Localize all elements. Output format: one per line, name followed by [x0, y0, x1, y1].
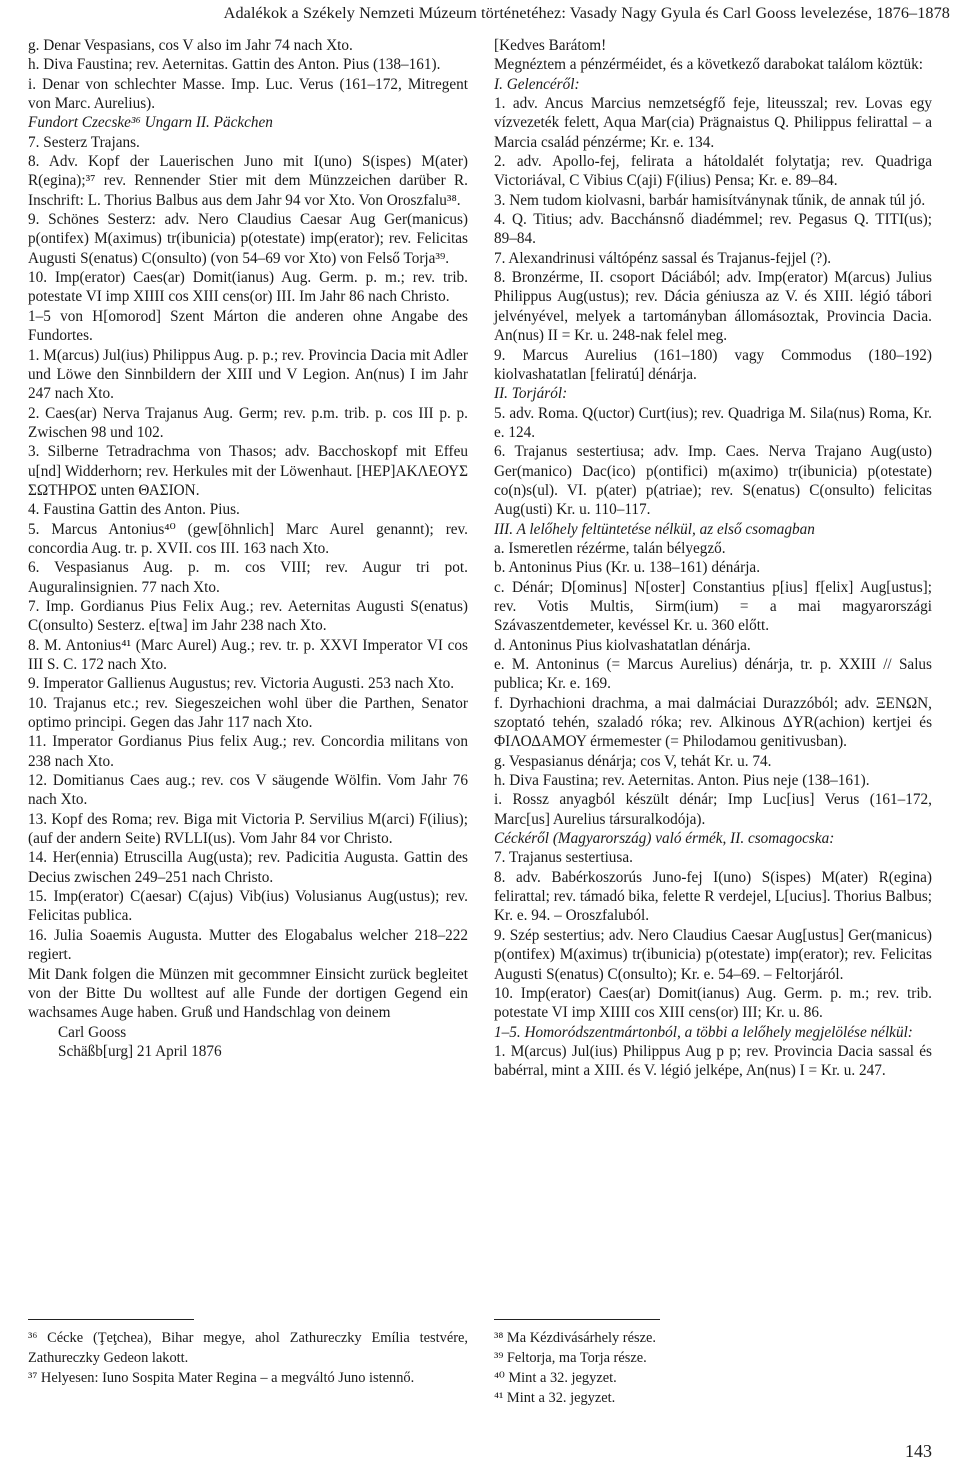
- paragraph: 11. Imperator Gordianus Pius felix Aug.; rev. Concordia militans von 238 nach Xto.: [28, 733, 468, 770]
- signature-place-date: Schäßb[urg] 21 April 1876: [58, 1042, 222, 1060]
- page-number: 143: [905, 1441, 932, 1461]
- paragraph: h. Diva Faustina; rev. Aeternitas. Anton. Pius neje (138–161).: [494, 772, 870, 790]
- paragraph: e. M. Antoninus (= Marcus Aurelius) dénárja, tr. p. XXIII // Salus publica; Kr. e. 169.: [494, 656, 932, 693]
- paragraph: 7. Alexandrinusi váltópénz sassal és Trajanus-fejjel (?).: [494, 249, 832, 267]
- paragraph: 12. Domitianus Caes aug.; rev. cos V säugende Wölfin. Vom Jahr 76 nach Xto.: [28, 772, 468, 809]
- paragraph: 5. adv. Roma. Q(uctor) Curt(ius); rev. Quadriga M. Sila(nus) Roma, Kr. e. 124.: [494, 404, 932, 441]
- paragraph: b. Antoninus Pius (Kr. u. 138–161) dénárja.: [494, 559, 761, 577]
- paragraph: 6. Trajanus sestertiusa; adv. Imp. Caes. Nerva Trajano Aug(usto) Ger(manico) Dac(ico) p(ontifici) m(aximo) tr(ibunicia) p(otestate) co(n)s(ul). VI. p(ater) p(atriae); rev. S(enatus) C(onsulto) felicitas Aug(usti) Kr. u. 110–117.: [494, 443, 932, 519]
- footnote: ³⁶ Cécke (Ţeţchea), Bihar megye, ahol Zathureczky Emília testvére, Zathureczky Gedeon lakott.: [28, 1330, 468, 1366]
- footnote: ⁴⁰ Mint a 32. jegyzet.: [494, 1370, 617, 1386]
- paragraph: 4. Faustina Gattin des Anton. Pius.: [28, 501, 240, 519]
- paragraph: 7. Trajanus sestertiusa.: [494, 849, 633, 867]
- paragraph: h. Diva Faustina; rev. Aeternitas. Gattin des Anton. Pius (138–161).: [28, 56, 441, 74]
- paragraph: f. Dyrhachioni drachma, a mai dalmáciai Durazzóból; adv. ΞΕΝΩΝ, szoptató tehén, szaladó róka; rev. Alkinous ΔYR(achion) kertjei és ΦΙΛΟΔΑΜΟΥ érmemester (= Philodamou genitivusban).: [494, 694, 932, 751]
- section-heading: Céckéről (Magyarország) való érmék, II. csomagocska:: [494, 830, 835, 848]
- footnote-divider: [28, 1319, 194, 1320]
- paragraph: 8. Bronzérme, II. csoport Dáciából; adv. Imp(erator) M(arcus) Julius Philippus Aug(ustus); rev. Dácia géniusza az V. és XIII. légió tábori jelvényével, melyek a tartományban állomásoztak, Provincia Dacia. An(nus) II = Kr. u. 248-nak felel meg.: [494, 269, 932, 345]
- footnote: ³⁹ Feltorja, ma Torja része.: [494, 1350, 647, 1366]
- paragraph: g. Vespasianus dénárja; cos V, tehát Kr. u. 74.: [494, 752, 772, 770]
- paragraph: i. Denar von schlechter Masse. Imp. Luc. Verus (161–172, Mitregent von Marc. Aurelius).: [28, 75, 468, 113]
- footnote: ³⁷ Helyesen: Iuno Sospita Mater Regina – a megváltó Juno istennő.: [28, 1370, 415, 1386]
- paragraph: 10. Imp(erator) Caes(ar) Domit(ianus) Aug. Germ. p. m.; rev. trib. potestate VI imp XIIII cos XIII cens(or) III. Im Jahr 86 nach Christo.: [28, 269, 468, 306]
- section-heading: II. Torjáról:: [494, 385, 568, 403]
- running-header: Adalékok a Székely Nemzeti Múzeum történetéhez: Vasady Nagy Gyula és Carl Gooss levelezése, 1876–1878: [223, 4, 950, 22]
- footnote-divider: [494, 1319, 660, 1320]
- paragraph: 13. Kopf des Roma; rev. Biga mit Victoria P. Servilius M(arci) F(ilius); (auf der andern Seite) RVLLI(us). Vom Jahr 84 vor Christo.: [28, 810, 468, 848]
- paragraph: 1–5 von H[omorod] Szent Márton die anderen ohne Angabe des Fundortes.: [28, 307, 468, 345]
- paragraph: a. Ismeretlen rézérme, talán bélyegző.: [494, 539, 726, 557]
- paragraph: 10. Imp(erator) Caes(ar) Domit(ianus) Aug. Germ. p. m.; rev. trib. potestate VI imp XIIII cos XIII cens(or) III; Kr. u. 86.: [494, 984, 932, 1022]
- paragraph: 9. Szép sestertius; adv. Nero Claudius Caesar Aug[ustus] Ger(manicus) p(ontifex) M(aximus) tr(ibunicia) p(otestate) imp(erator); rev. Felicitas Augusti S(enatus) C(onsulto); Kr. e. 54–69. – Feltorjáról.: [494, 926, 932, 983]
- signature-name: Carl Gooss: [58, 1023, 127, 1041]
- paragraph: g. Denar Vespasians, cos V also im Jahr 74 nach Xto.: [28, 37, 353, 54]
- paragraph: 9. Schönes Sesterz: adv. Nero Claudius Caesar Aug Ger(manicus) p(ontifex) M(aximus) tr(ibunicia) p(otestate) imp(erator); rev. Felicitas Augusti S(enatus) C(onsulto) (von 54–69 vor Xto) von Felső Torja³⁹.: [28, 211, 468, 267]
- footnotes-left: [28, 1328, 468, 1388]
- paragraph: 9. Imperator Gallienus Augustus; rev. Victoria Augusti. 253 nach Xto.: [28, 675, 455, 693]
- paragraph: 10. Trajanus etc.; rev. Siegeszeichen wohl über die Parthen, Senator optimo principi. Gegen das Jahr 117 nach Xto.: [28, 694, 468, 732]
- paragraph: 1. M(arcus) Jul(ius) Philippus Aug p p; rev. Provincia Dacia sassal és babérral, mint a XIII. és V. légió jelképe, An(nus) I = Kr. u. 247.: [494, 1042, 932, 1080]
- footnotes-right: [494, 1328, 932, 1408]
- paragraph: 6. Vespasianus Aug. p. m. cos VIII; rev. Augur tri pot. Auguralinsignien. 77 nach Xto.: [28, 559, 468, 596]
- section-heading: 1–5. Homoródszentmártonból, a többi a lelőhely megjelölése nélkül:: [494, 1023, 913, 1041]
- paragraph: 1. adv. Ancus Marcius nemzetségfő feje, liteusszal; rev. Lovas egy vízvezeték felett, Aqua Mar(cia) Prägnaistus Q. Philippus felirattal – a Marcia család pénzérme; Kr. e. 134.: [494, 95, 932, 151]
- section-heading: III. A lelőhely feltüntetése nélkül, az első csomagban: [494, 520, 815, 538]
- paragraph: 2. Caes(ar) Nerva Trajanus Aug. Germ; rev. p.m. trib. p. cos III p. p. Zwischen 98 und 102.: [28, 404, 468, 441]
- section-heading: I. Gelencéről:: [494, 75, 580, 93]
- paragraph: 1. M(arcus) Jul(ius) Philippus Aug. p. p.; rev. Provincia Dacia mit Adler und Löwe den Sinnbildern der XIII und V Legion. An(nus) I im Jahr 247 nach Xto.: [28, 346, 468, 403]
- paragraph: [Kedves Barátom!: [494, 37, 607, 54]
- paragraph: 2. adv. Apollo-fej, felirata a hátoldalét folytatja; rev. Quadriga Victoriával, C Vibius C(aji) F(ilius) Pensa; Kr. e. 89–84.: [494, 153, 932, 190]
- paragraph: 15. Imp(erator) C(aesar) C(ajus) Vib(ius) Volusianus Aug(ustus); rev. Felicitas publica.: [28, 888, 468, 925]
- footnote: ⁴¹ Mint a 32. jegyzet.: [494, 1390, 616, 1406]
- paragraph: 4. Q. Titius; adv. Bacchánsnő diadémmel; rev. Pegasus Q. TITI(us); 89–84.: [494, 211, 932, 248]
- paragraph: c. Dénár; D[ominus] N[oster] Constantius p[ius] f[elix] Aug[ustus]; rev. Votis Multis, Sirm(ium) = a mai magyarországi Szávaszentdemeter, kevéssel Kr. u. 360 előtt.: [494, 578, 932, 635]
- right-column: [494, 36, 932, 1081]
- paragraph: 8. adv. Babérkoszorús Juno-fej I(uno) S(ispes) M(ater) R(egina) felirattal; rev. támadó bika, felette R verdejel, L[ucius]. Thorius Balbus; Kr. e. 94. – Oroszfaluból.: [494, 868, 932, 925]
- paragraph: 9. Marcus Aurelius (161–180) vagy Commodus (180–192) kiolvashatatlan [feliratú] dénárja.: [494, 346, 932, 383]
- paragraph: 8. Adv. Kopf der Lauerischen Juno mit I(uno) S(ispes) M(ater) R(egina);³⁷ rev. Rennender Stier mit dem Münzzeichen darüber R. Inschrift: L. Thorius Balbus aus dem Jahr 94 vor Xto. Von Oroszfalu³⁸.: [28, 153, 468, 209]
- paragraph: i. Rossz anyagból készült dénár; Imp Luc[ius] Verus (161–172, Marc[us] Aurelius társuralkodója).: [494, 791, 932, 828]
- paragraph: 3. Silberne Tetradrachma von Thasos; adv. Bacchoskopf mit Effeu u[nd] Widderhorn; rev. Herkules mit der Löwenhaut. [ΗΕΡ]ΑΚΛΕΟΥΣ ΣΩΤΗΡΟΣ unten ΘΑΣΙΟΝ.: [28, 443, 468, 499]
- footnote: ³⁸ Ma Kézdivásárhely része.: [494, 1330, 656, 1346]
- paragraph: 3. Nem tudom kiolvasni, barbár hamisítványnak tűnik, de annak túl jó.: [494, 191, 926, 209]
- paragraph: 16. Julia Soaemis Augusta. Mutter des Elogabalus welcher 218–222 regiert.: [28, 926, 468, 964]
- paragraph: d. Antoninus Pius kiolvashatatlan dénárja.: [494, 636, 751, 654]
- paragraph: 8. M. Antonius⁴¹ (Marc Aurel) Aug.; rev. tr. p. XXVI Imperator VI cos III S. C. 172 nach Xto.: [28, 636, 468, 673]
- left-column: [28, 36, 468, 1061]
- paragraph: 14. Her(ennia) Etruscilla Aug(usta); rev. Padicitia Augusta. Gattin des Decius zwischen 249–251 nach Christo.: [28, 849, 468, 886]
- paragraph: 7. Imp. Gordianus Pius Felix Aug.; rev. Aeternitas Augusti S(enatus) C(onsulto) Sesterz. e[twa] im Jahr 238 nach Xto.: [28, 597, 468, 635]
- paragraph: Megnéztem a pénzérméidet, és a következő darabokat találom köztük:: [494, 56, 923, 74]
- closing-paragraph: Mit Dank folgen die Münzen mit gecommner Einsicht zurück begleitet von der Bitte Du wolltest auf alle Funde der dortigen Gegend ein wachsames Auge haben. Gruß und Handschlag von deinem: [28, 965, 468, 1022]
- paragraph: 7. Sesterz Trajans.: [28, 133, 140, 151]
- section-heading: Fundort Czecske³⁶ Ungarn II. Päckchen: [28, 114, 273, 132]
- paragraph: 5. Marcus Antonius⁴⁰ (gew[öhnlich] Marc Aurel genannt); rev. concordia Aug. tr. p. XVII. cos III. 163 nach Xto.: [28, 520, 468, 557]
